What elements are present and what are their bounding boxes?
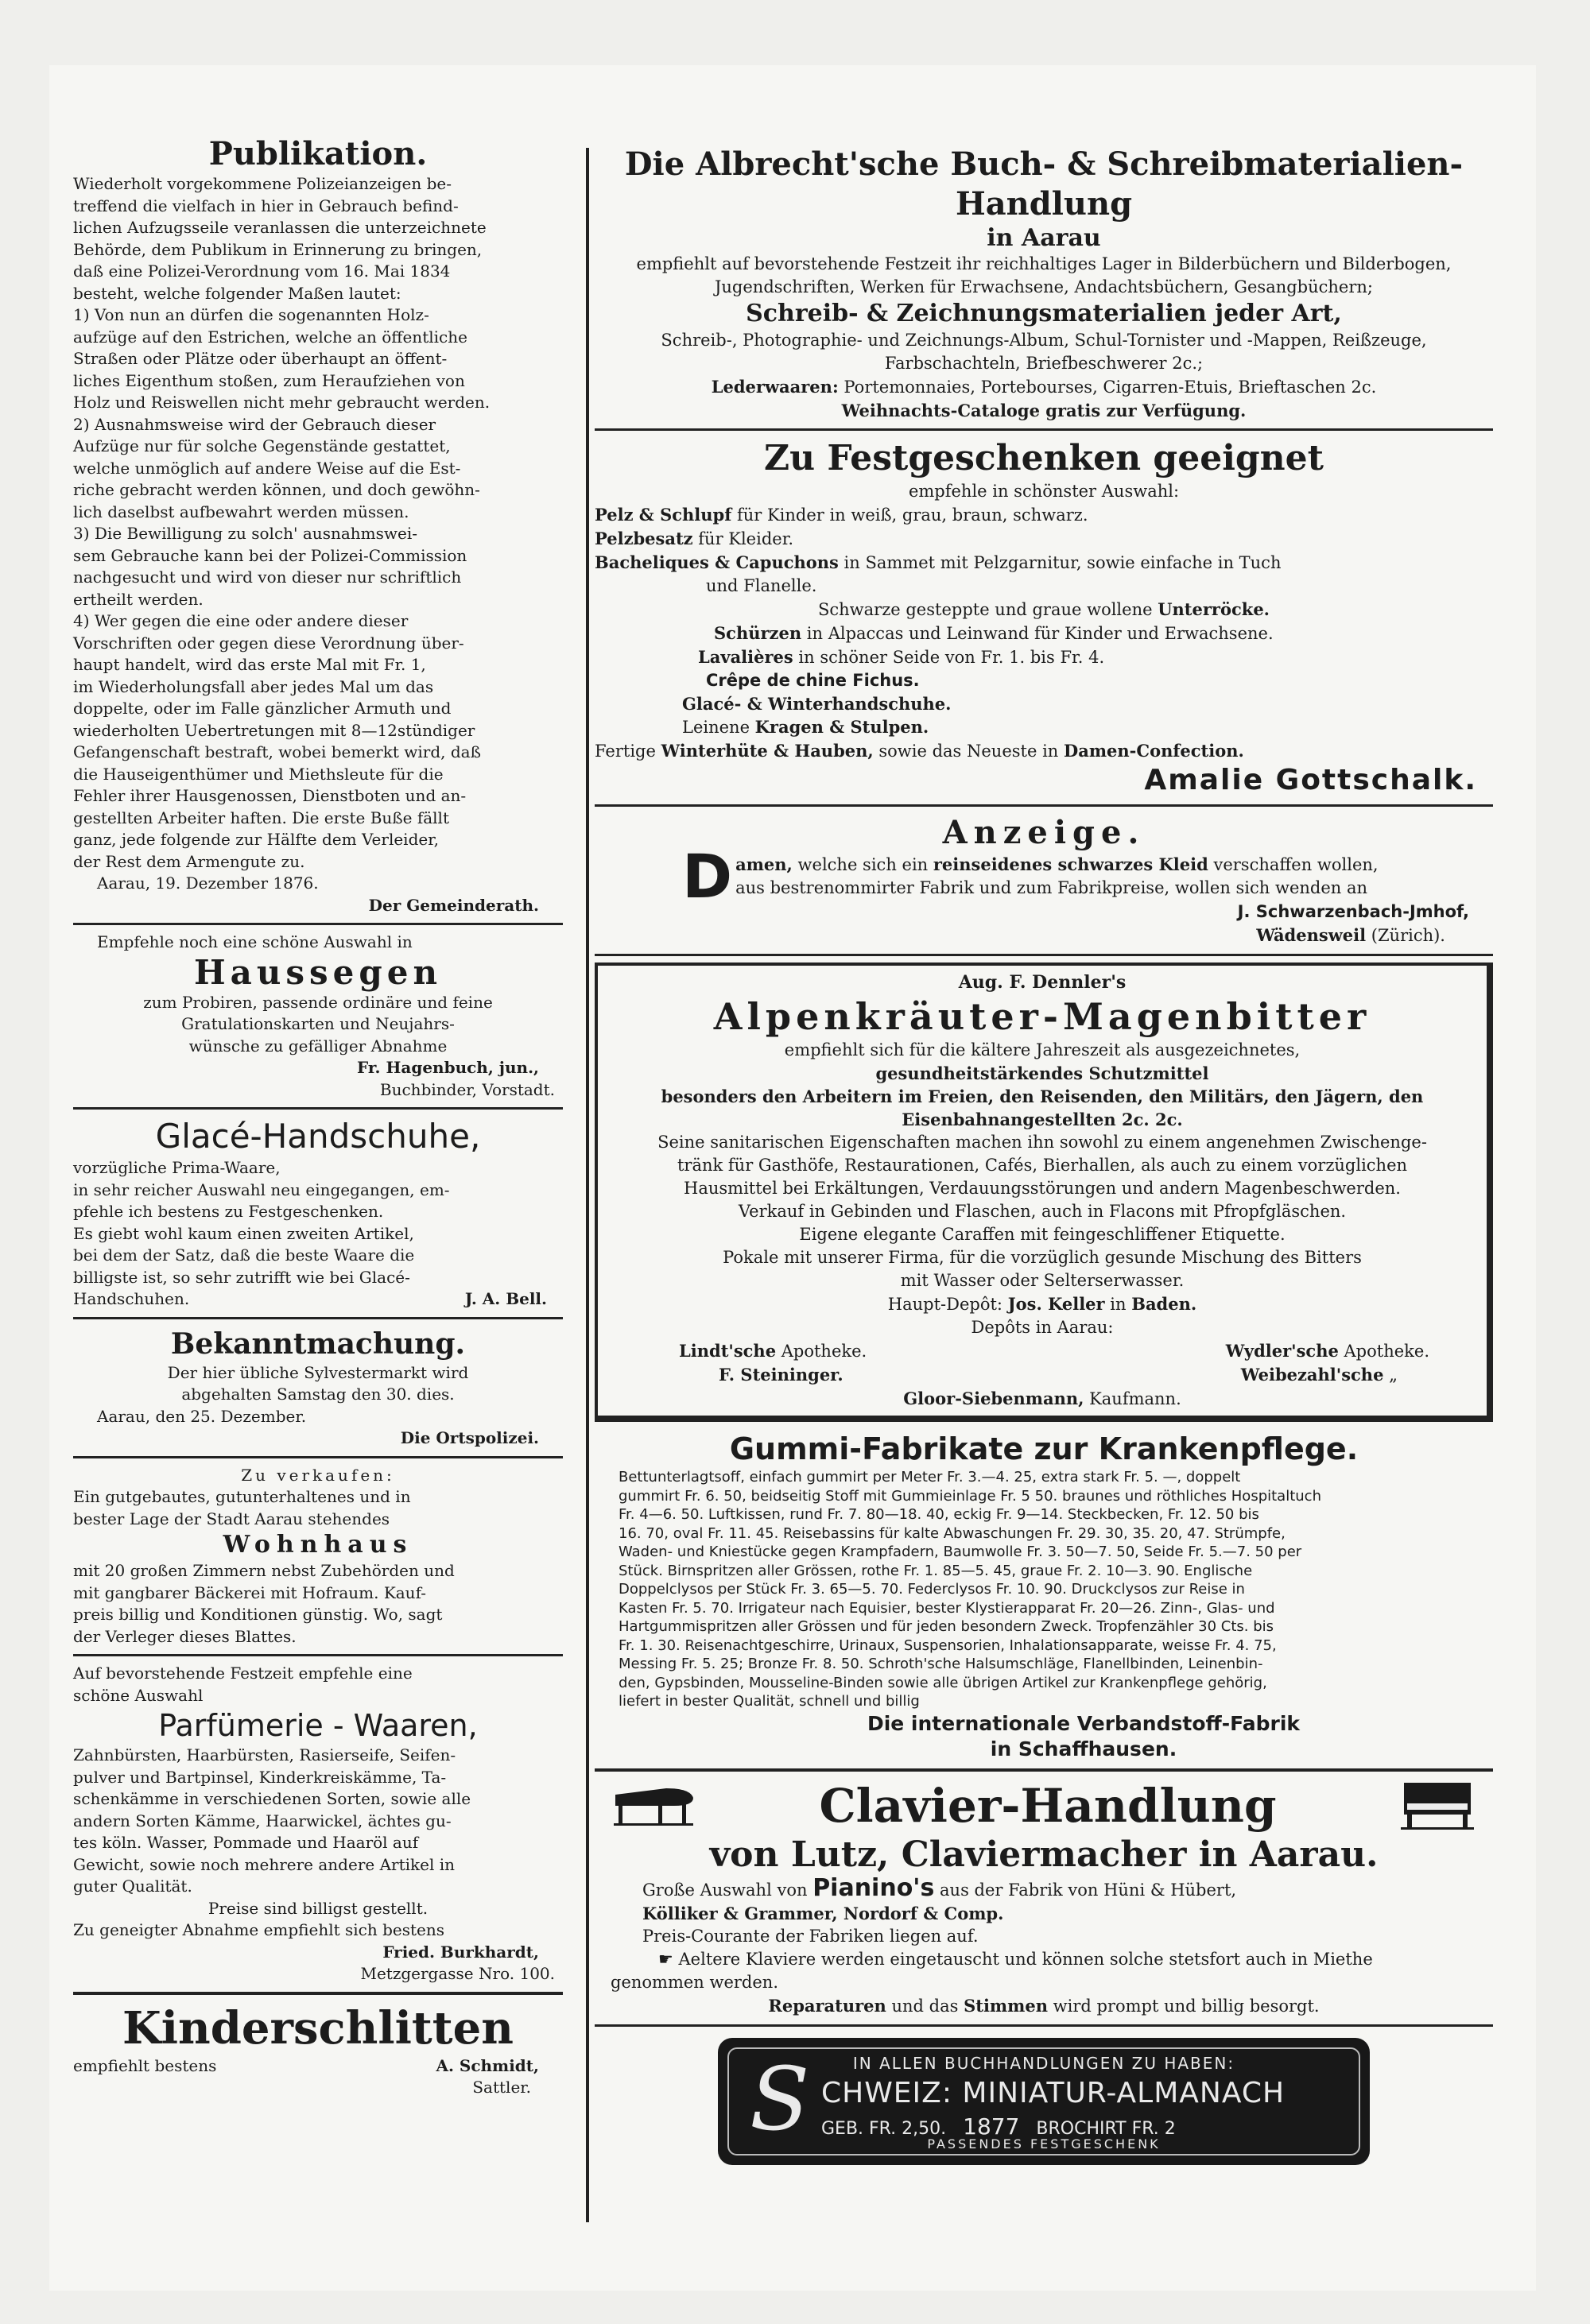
text-line: Doppelclysos per Stück Fr. 3. 65—5. 70. Federclysos Fr. 10. 90. Druckclysos zur Reise in bbox=[619, 1581, 1245, 1598]
right-column bbox=[595, 145, 1493, 2165]
divider bbox=[595, 428, 1493, 431]
cl-line2: Kölliker & Grammer, Nordorf & Comp. bbox=[642, 1903, 1004, 1923]
text-line: bester Lage der Stadt Aarau stehendes bbox=[73, 1509, 390, 1528]
fest-unter bbox=[595, 598, 1493, 622]
den-title: Alpenkräuter-Magenbitter bbox=[713, 995, 1371, 1038]
kinder-title: Kinderschlitten bbox=[122, 2001, 514, 2055]
haus-title: Haussegen bbox=[193, 952, 443, 992]
anz-line1-b: welche sich ein bbox=[792, 855, 933, 874]
parf-rec: Zu geneigter Abnahme empfiehlt sich bestens bbox=[73, 1920, 445, 1939]
text-line: billigste ist, so sehr zutrifft wie bei Glacé- bbox=[73, 1267, 410, 1287]
den-apo2-b: Wydler'sche bbox=[1225, 1341, 1339, 1361]
kinder-row bbox=[73, 2055, 563, 2078]
column-divider bbox=[586, 148, 589, 2222]
text-line: Farbschachteln, Briefbeschwerer 2c.; bbox=[884, 354, 1204, 373]
fest-item-label: Bacheliques & Capuchons bbox=[595, 552, 839, 572]
text-line: Schreib-, Photographie- und Zeichnungs-Album, Schul-Tornister und -Mappen, Reißzeuge, bbox=[661, 331, 1427, 350]
fest-unter-pre: Schwarze gesteppte und graue wollene bbox=[817, 600, 1158, 619]
text-line: Behörde, dem Publikum in Erinnerung zu bringen, bbox=[73, 239, 483, 259]
grand-piano-icon bbox=[611, 1780, 698, 1831]
text-line: Messing Fr. 5. 25; Bronze Fr. 8. 50. Schroth'sche Halsumschläge, Flanellbinden, Leinenbin- bbox=[619, 1656, 1263, 1672]
clavier-header bbox=[595, 1778, 1493, 1834]
den-apo4-t: „ bbox=[1383, 1365, 1398, 1385]
text-line: besteht, welche folgender Maßen lautet: bbox=[73, 283, 401, 303]
parf-intro1: Auf bevorstehende Festzeit empfehle eine bbox=[73, 1664, 413, 1683]
anz-dropcap: D bbox=[682, 841, 733, 912]
alm-title: CHWEIZ: MINIATUR-ALMANACH bbox=[821, 2076, 1286, 2109]
fest-signature: Amalie Gottschalk. bbox=[1144, 764, 1477, 796]
text-line: die Hauseigenthümer und Miethsleute für die bbox=[73, 764, 444, 784]
anz-sign1: J. Schwarzenbach-Jmhof, bbox=[1237, 902, 1469, 921]
text-line: wiederholten Uebertretungen mit 8—12stündiger bbox=[73, 720, 475, 740]
text-line: liefert in bester Qualität, schnell und billig bbox=[619, 1693, 920, 1710]
alm-broch: BROCHIRT FR. 2 bbox=[1036, 2118, 1176, 2139]
text-line: Gewicht, sowie noch mehrere andere Artikel in bbox=[73, 1854, 455, 1874]
text-line: Aufzüge nur für solche Gegenstände gestattet, bbox=[73, 436, 451, 455]
fest-winter-pre: Fertige bbox=[595, 742, 661, 761]
alb-leder-label: Lederwaaren: bbox=[711, 377, 839, 397]
text-line: Stück. Birnspritzen aller Grössen, rothe Fr. 1. 85—5. 45, graue Fr. 2. 10—3. 90. Englische bbox=[619, 1562, 1253, 1579]
text-line: treffend die vielfach in hier in Gebrauch befind- bbox=[73, 196, 459, 215]
fest-item-label: Pelzbesatz bbox=[595, 529, 693, 548]
anz-line1-a: amen, bbox=[735, 854, 793, 874]
text-line: Jugendschriften, Werken für Erwachsene, Andachtsbüchern, Gesangbüchern; bbox=[714, 277, 1373, 296]
fest-schurz-b: Schürzen bbox=[714, 623, 802, 643]
den-line4: Eisenbahnangestellten 2c. 2c. bbox=[902, 1110, 1183, 1129]
den-apo2-t: Apotheke. bbox=[1338, 1342, 1429, 1361]
fest-item-text: für Kinder in weiß, grau, braun, schwarz. bbox=[731, 505, 1088, 525]
bek-date: Aarau, den 25. Dezember. bbox=[97, 1406, 307, 1426]
text-line: Es giebt wohl kaum einen zweiten Artikel, bbox=[73, 1223, 414, 1243]
fest-winter-mid: sowie das Neueste in bbox=[873, 742, 1064, 761]
text-line: mit Wasser oder Selterserwasser. bbox=[900, 1271, 1185, 1290]
den-depot bbox=[607, 1292, 1477, 1316]
anz-line1-d: verschaffen wollen, bbox=[1208, 855, 1379, 874]
text-line: sem Gebrauche kann bei der Polizei-Commission bbox=[73, 545, 467, 565]
text-line: Fr. 4—6. 50. Luftkissen, rund Fr. 7. 80—18. 40, eckig Fr. 9—14. Steckbecken, Fr. 12. 50 bis bbox=[619, 1506, 1259, 1523]
dennler-box bbox=[595, 963, 1493, 1422]
gum-title: Gummi-Fabrikate zur Krankenpflege. bbox=[729, 1431, 1359, 1466]
alb-catalog: Weihnachts-Cataloge gratis zur Verfügung. bbox=[841, 401, 1247, 420]
den-depot-pre: Haupt-Depôt: bbox=[887, 1295, 1008, 1314]
gum-sign1: Die internationale Verbandstoff-Fabrik bbox=[867, 1711, 1301, 1735]
bek-body bbox=[73, 1362, 563, 1406]
glace-footer bbox=[73, 1288, 563, 1311]
text-line: wünsche zu gefälliger Abnahme bbox=[188, 1036, 448, 1055]
gum-sign2: in Schaffhausen. bbox=[990, 1737, 1177, 1760]
text-line: den, Gypsbinden, Mousseline-Binden sowie alle übrigen Artikel zur Krankenpflege gehörig, bbox=[619, 1674, 1267, 1691]
divider bbox=[595, 804, 1493, 807]
den-apo-row2 bbox=[607, 1363, 1477, 1387]
text-line: Hartgummispritzen aller Grössen und für jeden besondern Zweck. Tropfenzähler 30 Cts. bis bbox=[619, 1618, 1274, 1635]
kinder-sign2: Sattler. bbox=[472, 2078, 531, 2097]
glace-title: Glacé-Handschuhe, bbox=[155, 1117, 481, 1156]
text-line: guter Qualität. bbox=[73, 1877, 192, 1896]
text-line: welche unmöglich auf andere Weise auf die Est- bbox=[73, 458, 461, 478]
divider bbox=[73, 923, 563, 925]
alb-body bbox=[595, 253, 1493, 299]
cl-line1-b: Pianino's bbox=[812, 1873, 935, 1902]
fest-glace: Glacé- & Winterhandschuhe. bbox=[682, 694, 952, 714]
den-apo1 bbox=[679, 1339, 867, 1363]
cl-sub: von Lutz, Claviermacher in Aarau. bbox=[709, 1834, 1379, 1875]
text-line: ertheilt werden. bbox=[73, 589, 204, 609]
text-line: der Verleger dieses Blattes. bbox=[73, 1626, 297, 1646]
kinder-line: empfiehlt bestens bbox=[73, 2055, 217, 2075]
pub-signature: Der Gemeinderath. bbox=[368, 895, 539, 915]
fest-item-text: in Sammet mit Pelzgarnitur, sowie einfache in Tuch bbox=[838, 553, 1282, 572]
divider bbox=[73, 1992, 563, 1995]
text-line: daß eine Polizei-Verordnung vom 16. Mai 1834 bbox=[73, 261, 451, 281]
verk-title: Zu verkaufen: bbox=[241, 1465, 395, 1485]
text-line: Fr. 1. 30. Reisenachtgeschirre, Urinaux, Suspensorien, Inhalationsapparate, weisse Fr. 4. 75, bbox=[619, 1636, 1277, 1654]
anz-sign2-row bbox=[595, 924, 1493, 947]
divider bbox=[73, 1654, 563, 1656]
alm-top: IN ALLEN BUCHHANDLUNGEN ZU HABEN: bbox=[852, 2053, 1235, 2073]
gum-body bbox=[595, 1468, 1493, 1711]
text-line: Waden- und Kniestücke gegen Krampfadern, Baumwolle Fr. 3. 50—7. 50, Seide Fr. 5.—7. 50 per bbox=[619, 1544, 1302, 1560]
alb-city: in Aarau bbox=[987, 224, 1101, 252]
haus-sign2: Buchbinder, Vorstadt. bbox=[379, 1079, 555, 1099]
alm-year: 1877 bbox=[963, 2113, 1020, 2140]
den-apo5-t: Kaufmann. bbox=[1084, 1389, 1181, 1408]
alm-bottom: PASSENDES FESTGESCHENK bbox=[927, 2136, 1161, 2152]
fest-kragen-b: Kragen & Stulpen. bbox=[754, 717, 929, 737]
parf-price: Preise sind billigst gestellt. bbox=[207, 1898, 429, 1918]
text-line: Der hier übliche Sylvestermarkt wird bbox=[167, 1362, 469, 1382]
text-line: empfiehlt auf bevorstehende Festzeit ihr reichhaltiges Lager in Bilderbüchern und Bilderbogen, bbox=[636, 254, 1452, 273]
text-line: der Rest dem Armengute zu. bbox=[73, 851, 305, 871]
fest-schurz bbox=[595, 622, 1493, 645]
pointing-hand-icon: ☛ bbox=[658, 1949, 679, 1969]
text-line: lich daselbst aufbewahrt werden müssen. bbox=[73, 502, 409, 521]
text-line: andern Sorten Kämme, Haarwickel, ächtes gu- bbox=[73, 1811, 452, 1830]
cl-line6 bbox=[595, 1994, 1493, 2018]
bek-title: Bekanntmachung. bbox=[170, 1327, 466, 1361]
haus-body bbox=[73, 992, 563, 1058]
cl-line6-b1: Reparaturen bbox=[768, 1995, 886, 2016]
left-column bbox=[73, 135, 563, 2099]
fest-item-label: Pelz & Schlupf bbox=[595, 505, 732, 525]
cl-line5: genommen werden. bbox=[611, 1972, 779, 1992]
text-line: Fehler ihrer Hausgenossen, Dienstboten und an- bbox=[73, 786, 467, 805]
fest-kragen-pre: Leinene bbox=[682, 718, 755, 737]
almanac-ad bbox=[718, 2038, 1370, 2165]
text-line: preis billig und Konditionen günstig. Wo, sagt bbox=[73, 1605, 443, 1624]
parf-title: Parfümerie - Waaren, bbox=[158, 1708, 478, 1743]
kinder-signature: A. Schmidt, bbox=[436, 2055, 539, 2075]
haus-sign1: Fr. Hagenbuch, jun., bbox=[357, 1058, 539, 1077]
fest-winter-b: Winterhüte & Hauben, bbox=[661, 741, 874, 761]
cl-line4: Aeltere Klaviere werden eingetauscht und können solche stetsfort auch in Miethe bbox=[678, 1949, 1373, 1969]
fest-laval bbox=[595, 645, 1493, 669]
den-depot-b: Jos. Keller bbox=[1007, 1294, 1105, 1314]
text-line: mit 20 großen Zimmern nebst Zubehörden und bbox=[73, 1561, 455, 1580]
glace-signature: J. A. Bell. bbox=[464, 1289, 547, 1308]
den-apo5-b: Gloor-Siebenmann, bbox=[903, 1389, 1084, 1408]
divider bbox=[595, 2024, 1493, 2027]
bek-signature: Die Ortspolizei. bbox=[400, 1428, 539, 1447]
den-apo1-b: Lindt'sche bbox=[679, 1341, 777, 1361]
fest-kragen bbox=[595, 715, 1493, 739]
glace-last: Handschuhen. bbox=[73, 1289, 190, 1308]
text-line: Wiederholt vorgekommene Polizeianzeigen be- bbox=[73, 174, 452, 193]
text-line: gestellten Arbeiter haften. Die erste Buße fällt bbox=[73, 808, 449, 827]
fest-items bbox=[595, 503, 1493, 575]
text-line: in sehr reicher Auswahl neu eingegangen, em- bbox=[73, 1179, 450, 1199]
fest-item bbox=[595, 527, 1493, 551]
cl-title: Clavier-Handlung bbox=[819, 1778, 1277, 1833]
den-body bbox=[607, 1131, 1477, 1292]
parf-intro2: schöne Auswahl bbox=[73, 1685, 204, 1705]
den-line3: besonders den Arbeitern im Freien, den Reisenden, den Militärs, den Jägern, den bbox=[661, 1086, 1424, 1106]
den-apo1-t: Apotheke. bbox=[776, 1342, 867, 1361]
text-line: aufzüge auf den Estrichen, welche an öffentliche bbox=[73, 327, 467, 347]
fest-winter bbox=[595, 739, 1493, 763]
den-depots: Depôts in Aarau: bbox=[971, 1318, 1114, 1337]
cl-line6-b2: Stimmen bbox=[964, 1995, 1048, 2016]
den-apo3: F. Steininger. bbox=[719, 1365, 843, 1385]
fest-flanelle: und Flanelle. bbox=[706, 576, 817, 595]
cl-line3: Preis-Courante der Fabriken liegen auf. bbox=[642, 1926, 979, 1946]
anz-sign2: Wädensweil bbox=[1256, 925, 1367, 945]
fest-crepe: Crêpe de chine Fichus. bbox=[706, 671, 920, 690]
text-line: zum Probiren, passende ordinäre und feine bbox=[143, 992, 493, 1012]
cl-line4-row bbox=[595, 1948, 1493, 1971]
fest-item-text: für Kleider. bbox=[692, 529, 794, 548]
alb-leder bbox=[595, 375, 1493, 399]
text-line: tränk für Gasthöfe, Restaurationen, Cafés, Bierhallen, als auch zu einem vorzüglichen bbox=[677, 1156, 1408, 1175]
alb-title: Die Albrecht'sche Buch- & Schreibmaterialien-Handlung bbox=[624, 145, 1464, 223]
fest-laval-b: Lavalières bbox=[698, 647, 793, 667]
text-line: nachgesucht und wird von dieser nur schriftlich bbox=[73, 567, 462, 587]
text-line: 2) Ausnahmsweise wird der Gebrauch dieser bbox=[73, 414, 436, 434]
fest-schurz-t: in Alpaccas und Leinwand für Kinder und Erwachsene. bbox=[801, 624, 1274, 643]
text-line: 1) Von nun an dürfen die sogenannten Holz- bbox=[73, 305, 429, 324]
pub-title: Publikation. bbox=[208, 135, 428, 172]
cl-line1 bbox=[595, 1873, 1493, 1902]
text-line: Pokale mit unserer Firma, für die vorzüglich gesunde Mischung des Bitters bbox=[723, 1248, 1362, 1267]
text-line: 4) Wer gegen die eine oder andere dieser bbox=[73, 611, 409, 630]
verk-big: Wohnhaus bbox=[223, 1531, 413, 1559]
fest-item bbox=[595, 551, 1493, 575]
anz-line2: aus bestrenommirter Fabrik und zum Fabrikpreise, wollen sich wenden an bbox=[735, 878, 1368, 897]
glace-body bbox=[73, 1157, 563, 1288]
text-line: bei dem der Satz, daß die beste Waare die bbox=[73, 1245, 415, 1265]
text-line: haupt handelt, wird das erste Mal mit Fr. 1, bbox=[73, 655, 426, 674]
text-line: Holz und Reiswellen nicht mehr gebraucht werden. bbox=[73, 393, 491, 412]
alm-big-s: S bbox=[750, 2047, 810, 2150]
pub-date: Aarau, 19. Dezember 1876. bbox=[97, 873, 319, 893]
alb-leder-text: Portemonnaies, Portebourses, Cigarren-Etuis, Brieftaschen 2c. bbox=[843, 378, 1377, 397]
den-apo-row1 bbox=[607, 1339, 1477, 1363]
text-line: Eigene elegante Caraffen mit feingeschliffener Etiquette. bbox=[799, 1225, 1286, 1244]
upright-piano-icon bbox=[1398, 1778, 1477, 1834]
text-line: gummirt Fr. 6. 50, beidseitig Stoff mit Gummieinlage Fr. 5 50. braunes und röthliches Hospitaltuch bbox=[619, 1487, 1321, 1505]
den-depot-city: Baden. bbox=[1131, 1294, 1197, 1314]
den-apo2 bbox=[1226, 1339, 1429, 1363]
text-line: doppelte, oder im Falle gänzlicher Armuth und bbox=[73, 699, 452, 718]
text-line: riche gebracht werden können, und doch gewöhn- bbox=[73, 480, 480, 499]
parf-body bbox=[73, 1745, 563, 1898]
text-line: tes köln. Wasser, Pommade und Haaröl auf bbox=[73, 1833, 419, 1852]
text-line: im Wiederholungsfall aber jedes Mal um das bbox=[73, 676, 434, 696]
den-depot-mid: in bbox=[1104, 1295, 1132, 1314]
den-apo4 bbox=[1241, 1363, 1398, 1387]
divider bbox=[73, 1456, 563, 1458]
text-line: Zahnbürsten, Haarbürsten, Rasierseife, Seifen- bbox=[73, 1745, 456, 1764]
cl-line1-post: aus der Fabrik von Hüni & Hübert, bbox=[934, 1880, 1237, 1900]
haus-intro: Empfehle noch eine schöne Auswahl in bbox=[97, 932, 413, 951]
verk-body bbox=[73, 1486, 563, 1530]
alb-sub: Schreib- & Zeichnungsmaterialien jeder Art, bbox=[746, 300, 1342, 327]
anz-line1 bbox=[682, 853, 1493, 877]
fest-unter-b: Unterröcke. bbox=[1158, 599, 1270, 619]
parf-sign1: Fried. Burkhardt, bbox=[382, 1942, 539, 1962]
text-line: mit gangbarer Bäckerei mit Hofraum. Kauf- bbox=[73, 1582, 427, 1602]
text-line: Gefangenschaft bestraft, wobei bemerkt wird, daß bbox=[73, 742, 481, 761]
text-line: Bettunterlagtsoff, einfach gummirt per Meter Fr. 3.—4. 25, extra stark Fr. 5. —, doppelt bbox=[619, 1469, 1241, 1485]
den-apo4-b: Weibezahl'sche bbox=[1240, 1365, 1384, 1385]
cl-line6-t1: und das bbox=[886, 1996, 964, 2016]
divider bbox=[73, 1107, 563, 1110]
den-name: Aug. F. Dennler's bbox=[958, 972, 1127, 993]
fest-title: Zu Festgeschenken geeignet bbox=[764, 438, 1324, 478]
text-line: 16. 70, oval Fr. 11. 45. Reisebassins für kalte Abwaschungen Fr. 29. 30, 35. 20, 47. Strümpfe, bbox=[619, 1524, 1286, 1542]
den-line2: gesundheitstärkendes Schutzmittel bbox=[875, 1063, 1209, 1083]
text-line: lichen Aufzugsseile veranlassen die unterzeichnete bbox=[73, 218, 487, 237]
anz-sign3: (Zürich). bbox=[1366, 926, 1445, 945]
divider bbox=[595, 954, 1493, 956]
text-line: schenkämme in verschiedenen Sorten, sowie alle bbox=[73, 1789, 471, 1808]
cl-line6-t2: wird prompt und billig besorgt. bbox=[1048, 1996, 1320, 2016]
den-line1: empfiehlt sich für die kältere Jahreszeit als ausgezeichnetes, bbox=[784, 1040, 1301, 1059]
fest-laval-t: in schöner Seide von Fr. 1. bis Fr. 4. bbox=[793, 648, 1105, 667]
parf-sign2: Metzgergasse Nro. 100. bbox=[360, 1964, 555, 1983]
fest-winter-b2: Damen-Confection. bbox=[1064, 741, 1244, 761]
den-apo5 bbox=[607, 1387, 1477, 1411]
text-line: vorzügliche Prima-Waare, bbox=[73, 1158, 281, 1177]
text-line: ganz, jede folgende zur Hälfte dem Verleider, bbox=[73, 830, 439, 849]
text-line: pulver und Bartpinsel, Kinderkreiskämme, Ta- bbox=[73, 1767, 447, 1787]
text-line: pfehle ich bestens zu Festgeschenken. bbox=[73, 1202, 384, 1221]
text-line: Gratulationskarten und Neujahrs- bbox=[181, 1014, 455, 1033]
divider bbox=[595, 1768, 1493, 1772]
text-line: Vorschriften oder gegen diese Verordnung über- bbox=[73, 633, 464, 653]
alm-geb: GEB. FR. 2,50. bbox=[821, 2118, 947, 2139]
anz-title: Anzeige. bbox=[942, 814, 1146, 851]
fest-sub: empfehle in schönster Auswahl: bbox=[908, 482, 1180, 501]
anz-line1-c: reinseidenes schwarzes Kleid bbox=[933, 854, 1208, 874]
text-line: Ein gutgebautes, gutunterhaltenes und in bbox=[73, 1487, 411, 1506]
alb-body2 bbox=[595, 329, 1493, 375]
cl-line1-pre: Große Auswahl von bbox=[642, 1880, 813, 1900]
text-line: abgehalten Samstag den 30. dies. bbox=[181, 1385, 455, 1404]
text-line: Hausmittel bei Erkältungen, Verdauungsstörungen und andern Magenbeschwerden. bbox=[684, 1179, 1401, 1198]
fest-item bbox=[595, 503, 1493, 527]
text-line: Verkauf in Gebinden und Flaschen, auch in Flacons mit Pfropfgläschen. bbox=[738, 1202, 1347, 1221]
publication-body bbox=[73, 173, 563, 873]
text-line: Straßen oder Plätze oder überhaupt an öffent- bbox=[73, 349, 448, 368]
verk-body2 bbox=[73, 1560, 563, 1648]
divider bbox=[73, 1317, 563, 1319]
text-line: 3) Die Bewilligung zu solch' ausnahmswei- bbox=[73, 524, 417, 543]
text-line: Seine sanitarischen Eigenschaften machen ihn sowohl zu einem angenehmen Zwischenge- bbox=[657, 1133, 1427, 1152]
text-line: liches Eigenthum stoßen, zum Heraufziehen von bbox=[73, 370, 465, 390]
text-line: Kasten Fr. 5. 70. Irrigateur nach Equisier, bester Klystierapparat Fr. 20—26. Zinn-, Glas- und bbox=[619, 1599, 1275, 1617]
